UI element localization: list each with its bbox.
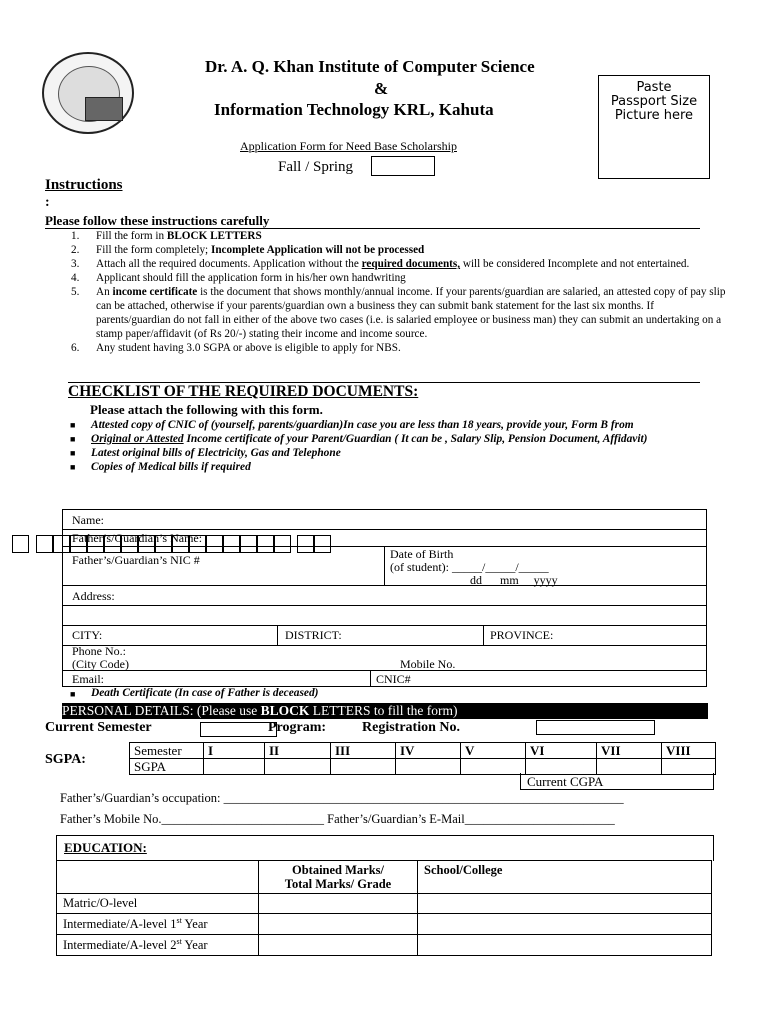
- current-semester-input[interactable]: [200, 722, 277, 737]
- district-label: DISTRICT:: [285, 628, 342, 642]
- list-item: 4. Applicant should fill the application form in his/her own handwriting: [71, 272, 406, 284]
- edu-cell[interactable]: [418, 914, 712, 935]
- edu-row-label: Intermediate/A-level 2st Year: [57, 935, 259, 956]
- edu-empty: [57, 861, 259, 894]
- nic-digit-box[interactable]: [240, 535, 257, 553]
- bullet-icon: ■: [70, 462, 76, 472]
- dob-format: dd mm yyyy: [470, 573, 558, 587]
- list-item: 1. Fill the form in BLOCK LETTERS: [71, 230, 262, 242]
- list-item: ■ Attested copy of CNIC of (yourself, parents/guardian)In case you are less than 18 years, provide your, Form B from: [70, 419, 634, 431]
- divider: [483, 625, 484, 645]
- name-label: Name:: [72, 513, 104, 527]
- instructions-colon: :: [45, 195, 50, 210]
- divider: [62, 529, 707, 530]
- divider: [62, 645, 707, 646]
- edu-row-label: Matric/O-level: [57, 894, 259, 914]
- list-item: 3. Attach all the required documents. Application without the required documents, will be considered Incomplete and not entertained.: [71, 258, 690, 270]
- checklist-list: [70, 418, 731, 474]
- semester-col: II: [265, 743, 331, 759]
- edu-cell[interactable]: [259, 914, 418, 935]
- col-school: School/College: [418, 861, 712, 894]
- semester-col: V: [461, 743, 526, 759]
- list-item: ■ Original or Attested Income certificate of your Parent/Guardian ( It can be , Salary Slip, Pension Document, Affidavit): [70, 433, 648, 445]
- nic-digit-box[interactable]: [12, 535, 29, 553]
- semester-col: VII: [597, 743, 662, 759]
- list-item: 2. Fill the form completely; Incomplete Application will not be processed: [71, 244, 425, 256]
- registration-label: Registration No.: [362, 720, 460, 735]
- edu-cell[interactable]: [418, 894, 712, 914]
- sgpa-row-label: SGPA: [130, 759, 204, 775]
- col-header-line: Obtained Marks/: [291, 863, 385, 877]
- semester-col: I: [204, 743, 265, 759]
- nic-digit-box[interactable]: [70, 535, 87, 553]
- nic-digit-box[interactable]: [155, 535, 172, 553]
- nic-digit-box[interactable]: [53, 535, 70, 553]
- education-header-box: [56, 835, 714, 861]
- sgpa-cell[interactable]: [265, 759, 331, 775]
- bullet-icon: ■: [70, 420, 76, 430]
- list-item: 5. An income certificate is the document that shows monthly/annual income. If your parents/guardian are salaried, an attested copy of pay slip can be attached, otherwise if your parents/guardian own a business they can submit bank statement for the last six months. If parents/guardian do not fall in either of the above two cases (i.e. is salaried employee or business man) they can submit an undertaking on a stamp paper/affidavit (of Rs 20/-) stating their income and income source.: [71, 286, 726, 340]
- sgpa-cell[interactable]: [331, 759, 396, 775]
- passport-photo-box[interactable]: [598, 75, 710, 179]
- nic-digit-box[interactable]: [206, 535, 223, 553]
- edu-cell[interactable]: [259, 935, 418, 956]
- photo-line: Paste: [636, 80, 672, 95]
- checklist-intro: Please attach the following with this form.: [90, 402, 323, 417]
- institute-name-line1: Dr. A. Q. Khan Institute of Computer Science: [205, 57, 535, 76]
- sgpa-cell[interactable]: [204, 759, 265, 775]
- email-label: Email:: [72, 672, 104, 686]
- semester-col: VIII: [662, 743, 716, 759]
- divider: [62, 585, 707, 586]
- institute-amp: &: [374, 79, 389, 98]
- list-item: 6. Any student having 3.0 SGPA or above is eligible to apply for NBS.: [71, 342, 401, 354]
- edu-cell[interactable]: [259, 894, 418, 914]
- nic-digit-box[interactable]: [297, 535, 314, 553]
- institute-logo: [42, 52, 134, 134]
- current-semester-label: Current Semester: [45, 720, 152, 735]
- mobile-label: Mobile No.: [400, 657, 456, 671]
- instructions-intro: Please follow these instructions carefully: [45, 213, 270, 228]
- address-label: Address:: [72, 589, 115, 603]
- bar-text: LETTERS to fill the form): [309, 703, 458, 718]
- bar-text: PERSONAL DETAILS: (Please use: [62, 703, 261, 718]
- phone-label: Phone No.:: [72, 644, 126, 658]
- bullet-icon: ■: [70, 448, 76, 458]
- dob-field[interactable]: (of student): _____/_____/_____: [390, 560, 549, 574]
- death-certificate-note: Death Certificate (In case of Father is deceased): [91, 687, 319, 699]
- instructions-heading: Instructions: [45, 177, 123, 193]
- nic-digit-box[interactable]: [121, 535, 138, 553]
- col-obtained-marks: [259, 861, 418, 894]
- nic-digit-box[interactable]: [87, 535, 104, 553]
- city-label: CITY:: [72, 628, 103, 642]
- father-nic-label: Father’s/Guardian’s NIC #: [72, 553, 200, 567]
- nic-digit-box[interactable]: [172, 535, 189, 553]
- education-heading: EDUCATION:: [64, 840, 147, 855]
- bullet-icon: ■: [70, 689, 76, 699]
- semester-row-label: Semester: [130, 743, 204, 759]
- term-label: Fall / Spring: [278, 159, 354, 175]
- edu-cell[interactable]: [418, 935, 712, 956]
- current-cgpa-label: Current CGPA: [527, 774, 604, 789]
- personal-details-bar: [62, 703, 708, 719]
- instructions-list: [71, 229, 726, 355]
- divider: [384, 546, 385, 585]
- institute-name-line2: Information Technology KRL, Kahuta: [214, 100, 494, 119]
- nic-digit-box[interactable]: [223, 535, 240, 553]
- semester-col: VI: [526, 743, 597, 759]
- semester-col: III: [331, 743, 396, 759]
- list-item: ■ Latest original bills of Electricity, Gas and Telephone: [70, 447, 341, 459]
- divider: [277, 625, 278, 645]
- nic-digit-box[interactable]: [274, 535, 291, 553]
- father-mobile-email-field[interactable]: Father’s Mobile No.__________________________ Father’s/Guardian’s E-Mail________________________: [60, 812, 615, 826]
- sgpa-cell[interactable]: [461, 759, 526, 775]
- program-label: Program:: [268, 720, 327, 735]
- city-code-label: (City Code): [72, 657, 129, 671]
- photo-line: Picture here: [614, 108, 694, 123]
- divider: [62, 625, 707, 626]
- col-header-line: Total Marks/ Grade: [284, 877, 392, 891]
- cnic-label: CNIC#: [376, 672, 411, 686]
- father-name-label: Father’s/Guardian’s Name:: [72, 531, 203, 545]
- bar-bold: BLOCK: [260, 703, 310, 718]
- divider: [370, 670, 371, 687]
- nic-digit-box[interactable]: [189, 535, 206, 553]
- form-title: Application Form for Need Base Scholarship: [240, 139, 457, 153]
- nic-digit-box[interactable]: [36, 535, 53, 553]
- semester-col: IV: [396, 743, 461, 759]
- education-table: [56, 860, 712, 956]
- dob-label: Date of Birth: [390, 547, 454, 561]
- term-input[interactable]: [371, 156, 435, 176]
- sgpa-label: SGPA:: [45, 752, 86, 767]
- photo-line: Passport Size: [610, 94, 698, 109]
- list-item: ■ Copies of Medical bills if required: [70, 461, 251, 473]
- sgpa-cell[interactable]: [396, 759, 461, 775]
- edu-row-label: Intermediate/A-level 1st Year: [57, 914, 259, 935]
- sgpa-table: [129, 742, 716, 775]
- bullet-icon: ■: [70, 434, 76, 444]
- registration-input[interactable]: [536, 720, 655, 735]
- divider: [62, 670, 707, 671]
- province-label: PROVINCE:: [490, 628, 554, 642]
- nic-digit-box[interactable]: [314, 535, 331, 553]
- nic-digit-box[interactable]: [138, 535, 155, 553]
- nic-digit-box[interactable]: [104, 535, 121, 553]
- divider: [62, 605, 707, 606]
- checklist-heading: CHECKLIST OF THE REQUIRED DOCUMENTS:: [68, 383, 419, 400]
- nic-digit-box[interactable]: [257, 535, 274, 553]
- occupation-field[interactable]: Father’s/Guardian’s occupation: ________________________________________________________________: [60, 791, 624, 805]
